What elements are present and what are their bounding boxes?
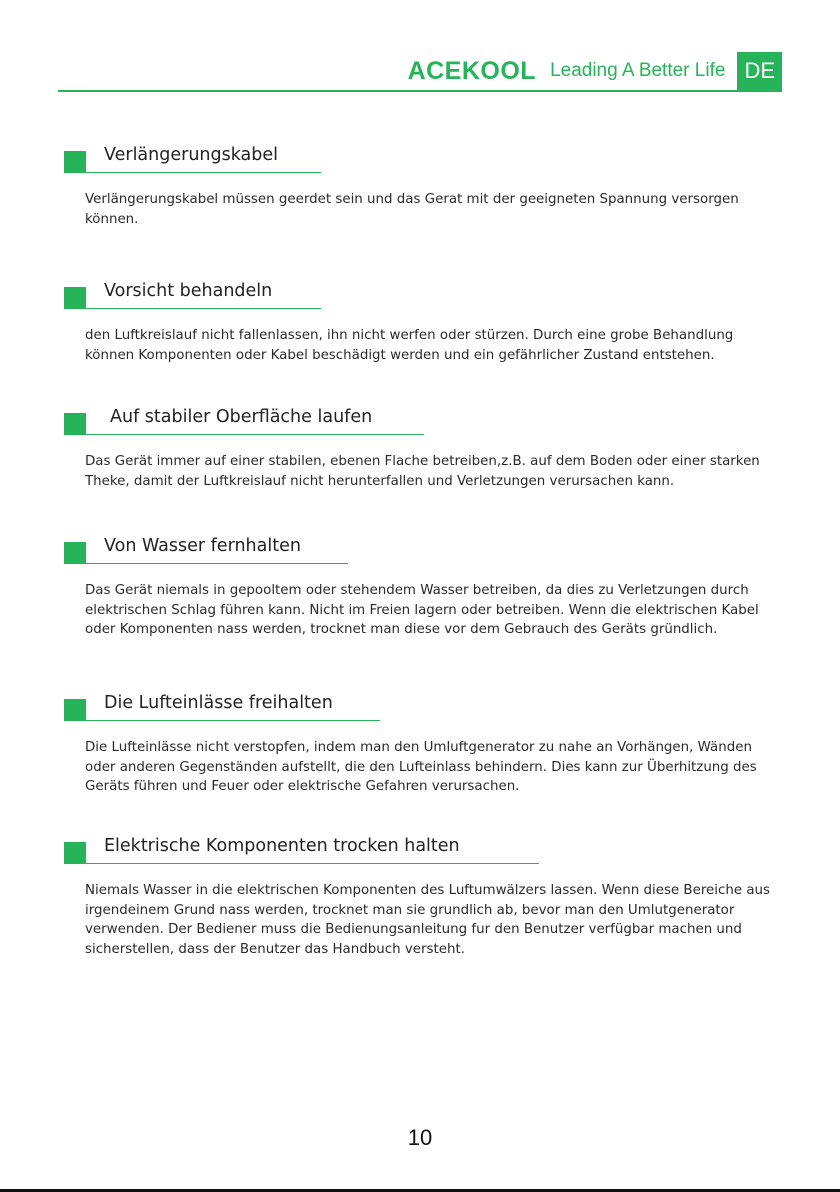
- section-text: den Luftkreislauf nicht fallenlassen, ihn nicht werfen oder stürzen. Durch eine grobe Behandlung können Komponenten oder Kabel beschädigt werden und ein gefährlicher Zustand entstehen.: [85, 328, 734, 363]
- section-title: Von Wasser fernhalten: [104, 536, 301, 556]
- section-text: Niemals Wasser in die elektrischen Komponenten des Luftumwälzers lassen. Wenn diese Bereiche aus irgendeinem Grund nass werden, trocknet man sie grundlich ab, bevor man den Umlutgenerator verwenden. Der Bediener muss die Bedienungsanleitung fur den Benutzer verfügbar machen und sicherstellen, dass der Benutzer das Handbuch versteht.: [85, 883, 771, 957]
- brand-tagline: Leading A Better Life: [550, 60, 726, 81]
- section-text: Das Gerät immer auf einer stabilen, ebenen Flache betreiben,z.B. auf dem Boden oder einer starken Theke, damit der Luftkreislauf nicht herunterfallen und Verletzungen verursachen kann.: [85, 454, 760, 489]
- section-marker: [64, 542, 86, 564]
- page-number: 10: [407, 1125, 433, 1150]
- section-title: Vorsicht behandeln: [104, 281, 273, 301]
- section-underline: [86, 863, 539, 864]
- section-underline: [86, 308, 321, 309]
- section-title: Die Lufteinlässe freihalten: [104, 693, 333, 713]
- section-underline: [86, 720, 380, 721]
- section-underline: [86, 563, 348, 564]
- section-underline: [86, 434, 424, 435]
- section-title: Verlängerungskabel: [104, 145, 279, 165]
- section-marker: [64, 413, 86, 435]
- section-text: Die Lufteinlässe nicht verstopfen, indem man den Umluftgenerator zu nahe an Vorhängen, Wänden oder anderen Gegenständen aufstellt, die den Lufteinlass behindern. Dies kann zur Überhitzung des Geräts führen und Feuer oder elektrische Gefahren verursachen.: [85, 740, 757, 794]
- section-marker: [64, 699, 86, 721]
- section-title: Elektrische Komponenten trocken halten: [104, 836, 460, 856]
- section-title: Auf stabiler Oberfläche laufen: [110, 407, 373, 427]
- brand-logo: ACEKOOL: [407, 56, 537, 85]
- language-badge: DE: [737, 52, 782, 90]
- section-underline: [86, 172, 321, 173]
- section-text: Das Gerät niemals in gepooltem oder stehendem Wasser betreiben, da dies zu Verletzungen durch elektrischen Schlag führen kann. Nicht im Freien lagern oder betreiben. Wenn die elektrischen Kabel oder Komponenten nass werden, trocknet man diese vor dem Gebrauch des Geräts gründlich.: [85, 583, 759, 637]
- section-marker: [64, 842, 86, 864]
- section-marker: [64, 287, 86, 309]
- section-marker: [64, 151, 86, 173]
- page-header: [408, 52, 782, 90]
- section-text: Verlängerungskabel müssen geerdet sein und das Gerat mit der geeigneten Spannung versorgen können.: [85, 192, 739, 227]
- header-divider: [58, 90, 782, 92]
